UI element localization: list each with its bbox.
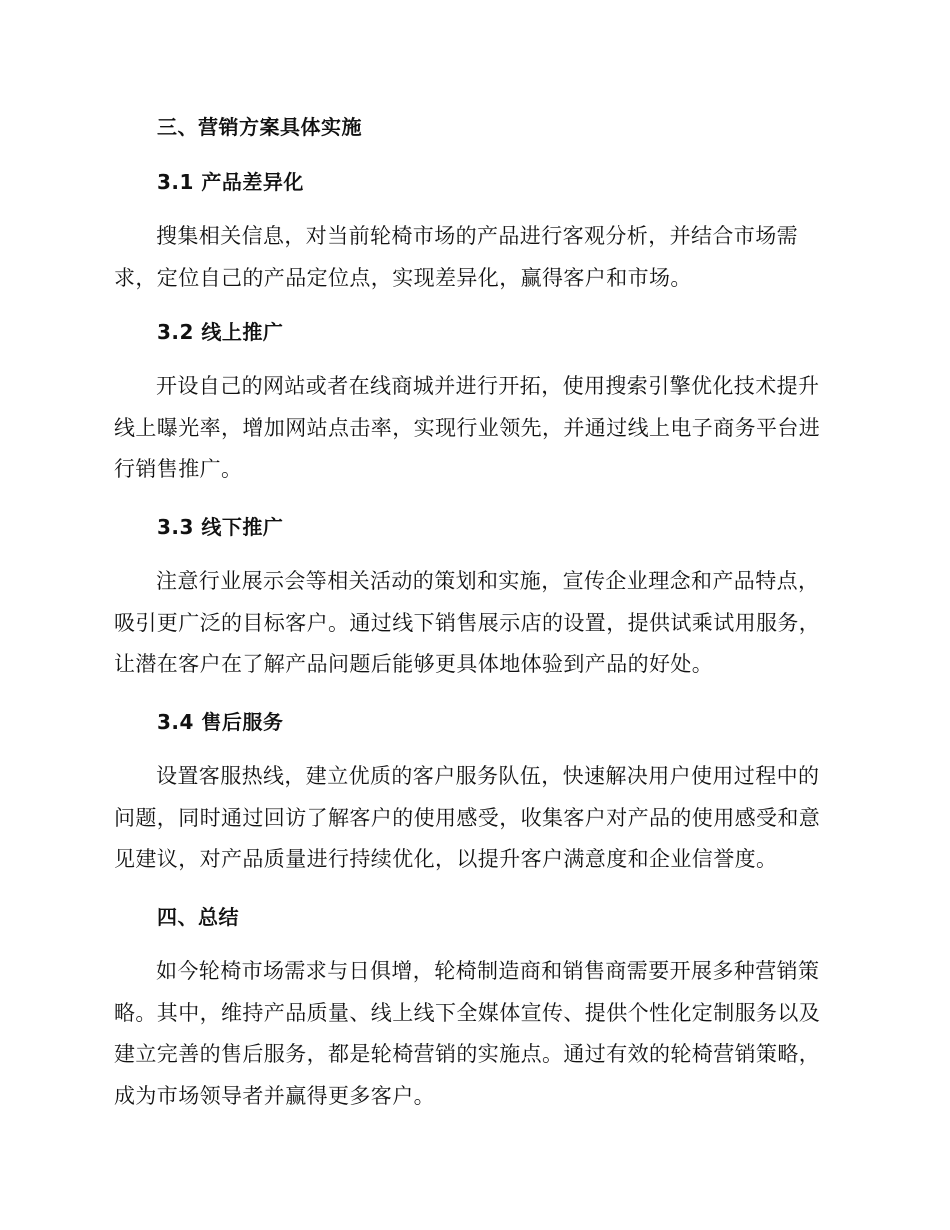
section-3-1-heading: 3.1 产品差异化 <box>157 170 304 194</box>
section-4-heading: 四、总结 <box>157 905 239 929</box>
section-3-1-paragraph: 搜集相关信息，对当前轮椅市场的产品进行客观分析，并结合市场需求，定位自己的产品定位点，实现差异化，赢得客户和市场。 <box>114 224 798 290</box>
section-3-3-heading: 3.3 线下推广 <box>157 515 284 539</box>
section-3-2-heading: 3.2 线上推广 <box>157 320 284 344</box>
section-3-2-paragraph: 开设自己的网站或者在线商城并进行开拓，使用搜索引擎优化技术提升线上曝光率，增加网站点击率，实现行业领先，并通过线上电子商务平台进行销售推广。 <box>114 374 821 481</box>
section-4-paragraph: 如今轮椅市场需求与日俱增，轮椅制造商和销售商需要开展多种营销策略。其中，维持产品质量、线上线下全媒体宣传、提供个性化定制服务以及建立完善的售后服务，都是轮椅营销的实施点。通过有效的轮椅营销策略，成为市场领导者并赢得更多客户。 <box>114 959 821 1108</box>
section-3-4-heading: 3.4 售后服务 <box>157 710 284 734</box>
section-3-4-paragraph: 设置客服热线，建立优质的客户服务队伍，快速解决用户使用过程中的问题，同时通过回访了解客户的使用感受，收集客户对产品的使用感受和意见建议，对产品质量进行持续优化，以提升客户满意度和企业信誉度。 <box>114 764 821 871</box>
section-3-heading: 三、营销方案具体实施 <box>157 115 362 139</box>
section-3-3-paragraph: 注意行业展示会等相关活动的策划和实施，宣传企业理念和产品特点，吸引更广泛的目标客户。通过线下销售展示店的设置，提供试乘试用服务，让潜在客户在了解产品问题后能够更具体地体验到产品的好处。 <box>114 569 821 676</box>
